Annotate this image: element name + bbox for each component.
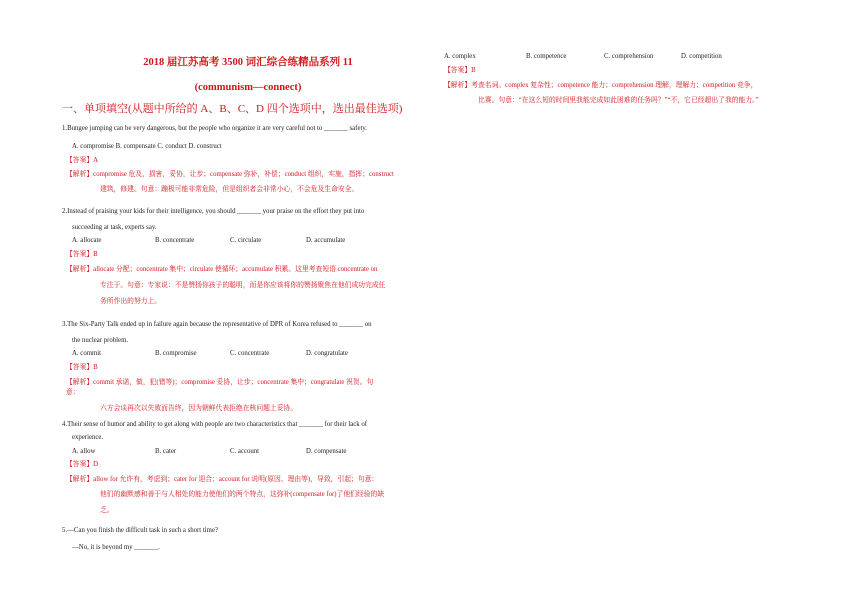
document-subtitle: (communism—connect) <box>194 82 302 93</box>
q4-option-c: C. account <box>230 448 260 455</box>
q2-option-d: D. accumulate <box>306 237 346 244</box>
q5-option-b: B. competence <box>526 53 567 60</box>
q2-answer: 【答案】B <box>66 251 98 258</box>
q5-stem: 5.—Can you finish the difficult task in such a short time? <box>62 527 218 534</box>
q4-stem-line1: 4.Their sense of humor and ability to get along with people are two characteristics that _______ for their lack of <box>62 421 368 428</box>
q4-stem-line2: experience. <box>72 434 104 441</box>
q3-explanation-line3: 六方会谈再次以失败而告终，因为朝鲜代表拒绝在核问题上妥协。 <box>100 405 298 412</box>
q4-explanation-line3: 乏。 <box>100 507 114 514</box>
section-heading: 一、单项填空(从题中所给的 A、B、C、D 四个选项中，选出最佳选项) <box>62 103 403 115</box>
q4-option-a: A. allow <box>72 448 96 455</box>
q3-option-a: A. commit <box>72 350 102 357</box>
q5-answer: 【答案】B <box>444 67 476 74</box>
q4-answer: 【答案】D <box>66 461 99 468</box>
q2-explanation-line2: 专注于。句意：专家说：不是赞扬你孩子的聪明，而是你应该将你的赞扬聚焦在他们成功完成任 <box>100 282 386 289</box>
q3-stem-line2: the nuclear problem. <box>72 337 129 344</box>
q1-answer: 【答案】A <box>66 157 99 164</box>
q2-stem-line1: 2.Instead of praising your kids for their intelligence, you should _______ your praise on the effort they put into <box>62 208 365 215</box>
q3-option-b: B. compromise <box>155 350 197 357</box>
q1-explanation-line2: 建筑，修建。句意：蹦极可能非常危险，但是组织者会非常小心，不会危及生命安全。 <box>100 186 359 193</box>
q4-option-b: B. cater <box>155 448 177 455</box>
q5-reply: —No, it is beyond my _______. <box>72 544 160 551</box>
q5-explanation-line1: 【解析】考查名词。complex 复杂性；competence 能力；comprehension 理解，理解力；competition 竞争， <box>444 82 758 89</box>
q2-option-b: B. concentrate <box>155 237 195 244</box>
q3-explanation-line1: 【解析】commit 承诺，做，犯(错等)；compromise 妥协，让步；concentrate 集中；congratulate 祝贺。句 <box>66 379 374 386</box>
q5-explanation-line2: 比赛。句意：“在这么短的时间里我能完成如此困难的任务吗？”“不，它已经超出了我的能力。” <box>478 97 759 104</box>
q1-options: A. compromise B. compensate C. conduct D. construct <box>72 143 222 150</box>
q1-stem: 1.Bungee jumping can be very dangerous, but the people who organize it are very careful not to _______ safety. <box>62 125 368 132</box>
q3-option-c: C. concentrate <box>230 350 270 357</box>
q3-option-d: D. congratulate <box>306 350 348 357</box>
q1-explanation-line1: 【解析】compromise 危及，损害，妥协，让步；compensate 弥补，补偿；conduct 组织，实施，指挥；construct <box>66 171 394 178</box>
q3-answer: 【答案】B <box>66 364 98 371</box>
q4-explanation-line2: 他们的幽默感和善于与人相处的能力使他们的两个特点，这弥补(compensate for)了他们经验的缺 <box>100 491 385 498</box>
q3-stem-line1: 3.The Six-Party Talk ended up in failure again because the representative of DPR of Korea refused to _______ on <box>62 321 372 328</box>
q2-explanation-line1: 【解析】allocate 分配；concentrate 集中；circulate 使循环；accumulate 积累。这里考查短语 concentrate on <box>66 266 378 273</box>
q2-option-a: A. allocate <box>72 237 102 244</box>
q2-option-c: C. circulate <box>230 237 262 244</box>
q4-option-d: D. compensate <box>306 448 347 455</box>
q5-option-c: C. comprehension <box>604 53 654 60</box>
q4-explanation-line1: 【解析】allow for 允许有，考虑到；cater for 迎合；account for 说明(原因、理由等)，导致，引起；句意： <box>66 476 379 483</box>
q5-option-d: D. competition <box>681 53 722 60</box>
q5-option-a: A. complex <box>444 53 476 60</box>
document-title: 2018 届江苏高考 3500 词汇综合练精品系列 11 <box>143 57 353 68</box>
q2-stem-line2: succeeding at task, experts say. <box>72 224 157 231</box>
q2-explanation-line3: 务所作出的努力上。 <box>100 298 162 305</box>
q3-explanation-line2: 意： <box>66 389 80 396</box>
